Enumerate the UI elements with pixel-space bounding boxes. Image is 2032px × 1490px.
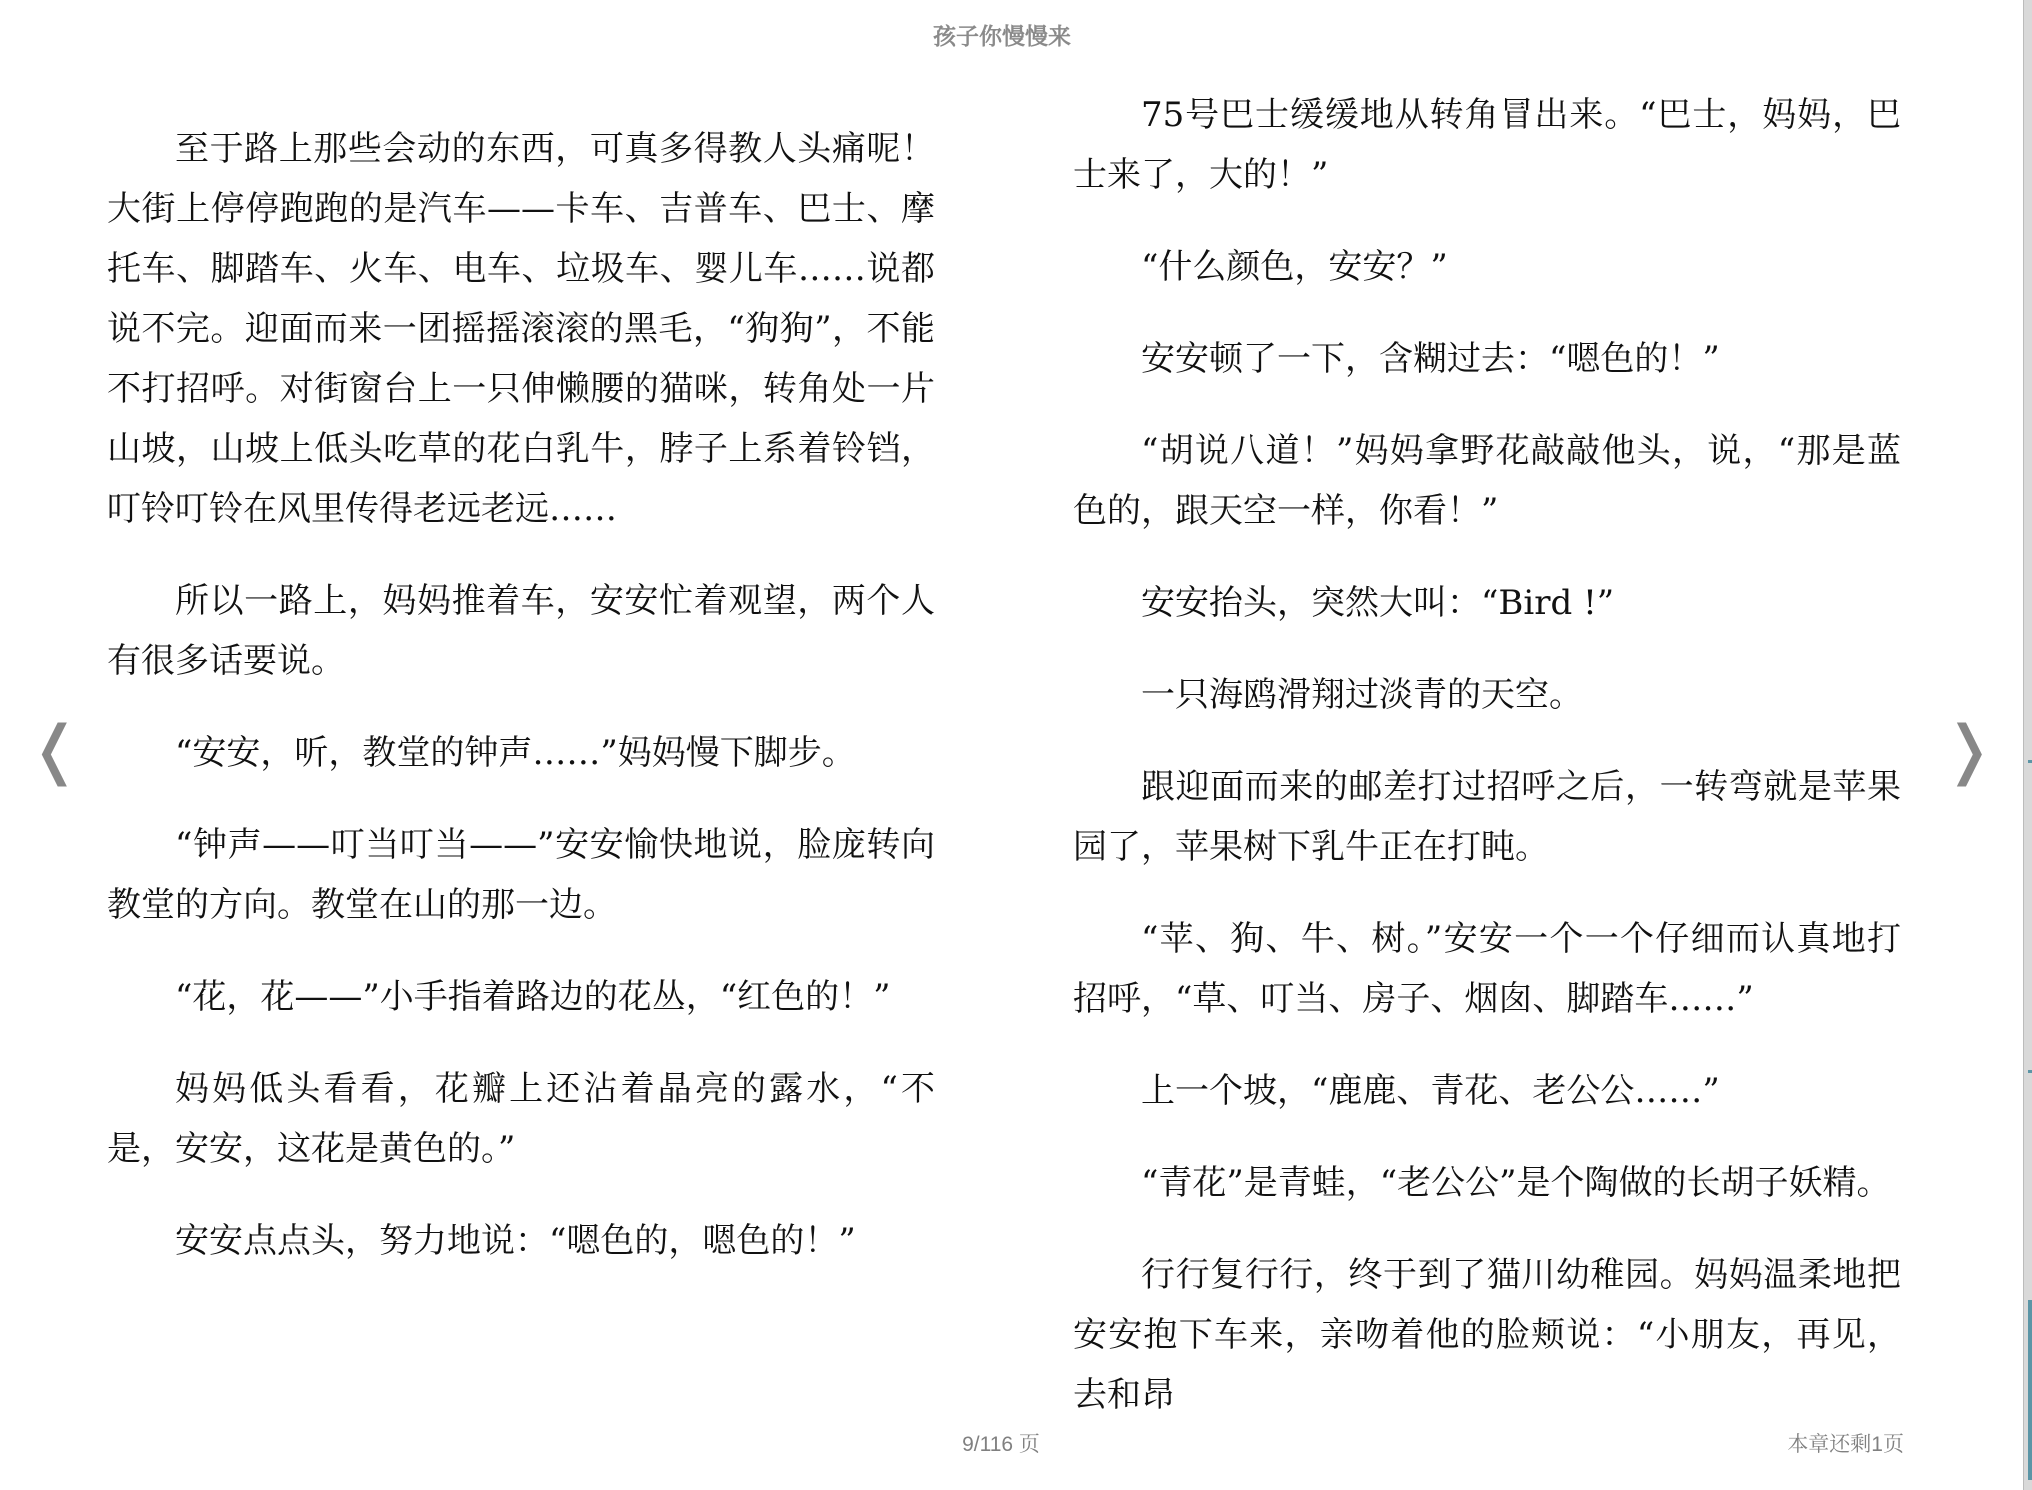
paragraph: 安安顿了一下，含糊过去：“嗯色的！” [1141,339,1720,379]
paragraph: 75号巴士缓缓地从转角冒出来。“巴士，妈妈，巴士来了，大的！” [1073,95,1901,195]
paragraph: 跟迎面而来的邮差打过招呼之后，一转弯就是苹果园了，苹果树下乳牛正在打盹。 [1073,767,1901,867]
paragraph: “安安，听，教堂的钟声……”妈妈慢下脚步。 [175,733,856,773]
paragraph: “钟声——叮当叮当——”安安愉快地说，脸庞转向教堂的方向。教堂在山的那一边。 [107,825,935,925]
paragraph: 上一个坡，“鹿鹿、青花、老公公……” [1141,1071,1720,1111]
page-indicator: 9/116 页 [962,1433,1040,1456]
paragraph: “胡说八道！”妈妈拿野花敲敲他头，说，“那是蓝色的，跟天空一样，你看！” [1073,431,1901,531]
background-accent [2028,1070,2032,1073]
left-page [107,119,935,1303]
paragraph: “什么颜色，安安？” [1141,247,1448,287]
window-edge [2023,0,2032,1490]
book-title: 孩子你慢慢来 [933,23,1071,49]
paragraph: 妈妈低头看看，花瓣上还沾着晶亮的露水，“不是，安安，这花是黄色的。” [107,1069,935,1169]
right-page [1073,85,1901,1457]
chevron-right-icon[interactable]: ❭ [1942,713,1996,787]
paragraph: 一只海鸥滑翔过淡青的天空。 [1141,675,1583,715]
background-accent [2028,1300,2032,1480]
paragraph: “苹、狗、牛、树。”安安一个一个仔细而认真地打招呼，“草、叮当、房子、烟囱、脚踏车……” [1073,919,1901,1019]
paragraph: “青花”是青蛙，“老公公”是个陶做的长胡子妖精。 [1141,1163,1891,1203]
paragraph: “花，花——”小手指着路边的花丛，“红色的！” [175,977,891,1017]
chapter-remaining: 本章还剩1页 [1787,1433,1904,1456]
chevron-left-icon[interactable]: ❬ [28,713,82,787]
paragraph: 安安点点头，努力地说：“嗯色的，嗯色的！” [175,1221,856,1261]
paragraph: 行行复行行，终于到了猫川幼稚园。妈妈温柔地把安安抱下车来，亲吻着他的脸颊说：“小朋友，再见，去和昂 [1073,1255,1901,1415]
background-accent [2028,760,2032,763]
paragraph: 安安抬头，突然大叫：“Bird !” [1141,583,1615,623]
paragraph: 至于路上那些会动的东西，可真多得教人头痛呢！大街上停停跑跑的是汽车——卡车、吉普车、巴士、摩托车、脚踏车、火车、电车、垃圾车、婴儿车……说都说不完。迎面而来一团摇摇滚滚的黑毛，“狗狗”，不能不打招呼。对街窗台上一只伸懒腰的猫咪，转角处一片山坡，山坡上低头吃草的花白乳牛，脖子上系着铃铛，叮铃叮铃在风里传得老远老远…… [107,129,935,529]
paragraph: 所以一路上，妈妈推着车，安安忙着观望，两个人有很多话要说。 [107,581,935,681]
